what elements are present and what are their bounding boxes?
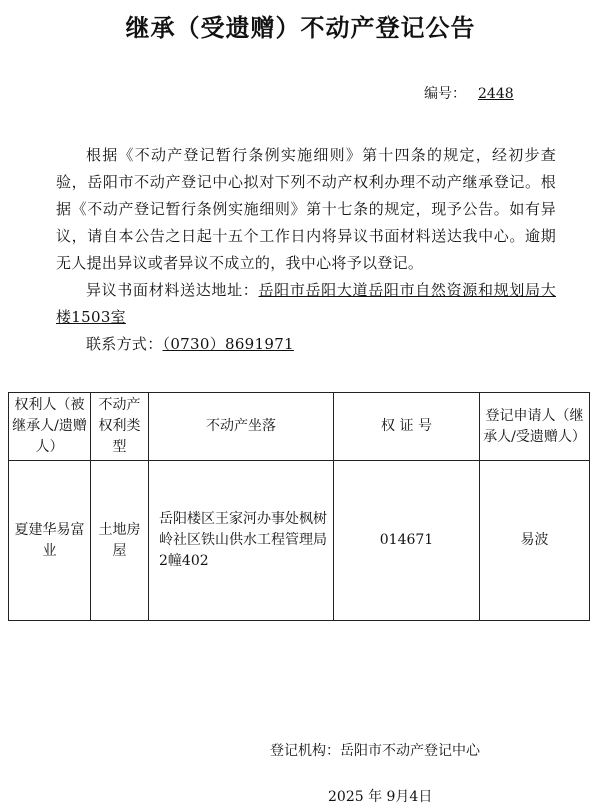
announcement-date: 2025 年 9月4日 bbox=[328, 789, 433, 805]
serial-number bbox=[424, 84, 514, 104]
address-label: 异议书面材料送达地址： bbox=[86, 281, 259, 299]
cell-location: 岳阳楼区王家河办事处枫树岭社区铁山供水工程管理局2幢402 bbox=[149, 461, 334, 621]
registration-table bbox=[8, 392, 590, 621]
cell-owner: 夏建华易富业 bbox=[9, 461, 91, 621]
header-cert-no: 权 证 号 bbox=[334, 393, 480, 461]
announcement-paragraph: 根据《不动产登记暂行条例实施细则》第十四条的规定，经初步查验，岳阳市不动产登记中心拟对下列不动产权利办理不动产继承登记。根据《不动产登记暂行条例实施细则》第十七条的规定，现予公告。如有异议，请自本公告之日起十五个工作日内将异议书面材料送达我中心。逾期无人提出异议或者异议不成立的，我中心将予以登记。 bbox=[56, 146, 556, 272]
table-header-row bbox=[9, 393, 590, 461]
header-right-type: 不动产权利类型 bbox=[91, 393, 149, 461]
page-title: 继承（受遗赠）不动产登记公告 bbox=[125, 14, 476, 42]
contact-value: （0730）8691971 bbox=[162, 335, 294, 353]
cell-right-type: 土地房屋 bbox=[91, 461, 149, 621]
cell-cert-no: 014671 bbox=[334, 461, 480, 621]
serial-value: 2448 bbox=[478, 86, 514, 102]
header-owner: 权利人（被继承人/遗赠人） bbox=[9, 393, 91, 461]
address-value: 岳阳市岳阳大道岳阳市自然资源和规划局大楼1503室 bbox=[56, 281, 556, 326]
cell-applicant: 易波 bbox=[480, 461, 590, 621]
header-location: 不动产坐落 bbox=[149, 393, 334, 461]
org-value: 岳阳市不动产登记中心 bbox=[340, 743, 480, 759]
registration-authority bbox=[270, 740, 480, 760]
announcement-body bbox=[56, 142, 556, 358]
header-applicant: 登记申请人（继承人/受遗赠人） bbox=[480, 393, 590, 461]
objection-address bbox=[56, 277, 556, 331]
org-label: 登记机构： bbox=[270, 743, 340, 759]
contact-label: 联系方式： bbox=[86, 335, 163, 353]
serial-label: 编号： bbox=[424, 86, 466, 102]
table-row bbox=[9, 461, 590, 621]
contact-info bbox=[56, 331, 556, 358]
